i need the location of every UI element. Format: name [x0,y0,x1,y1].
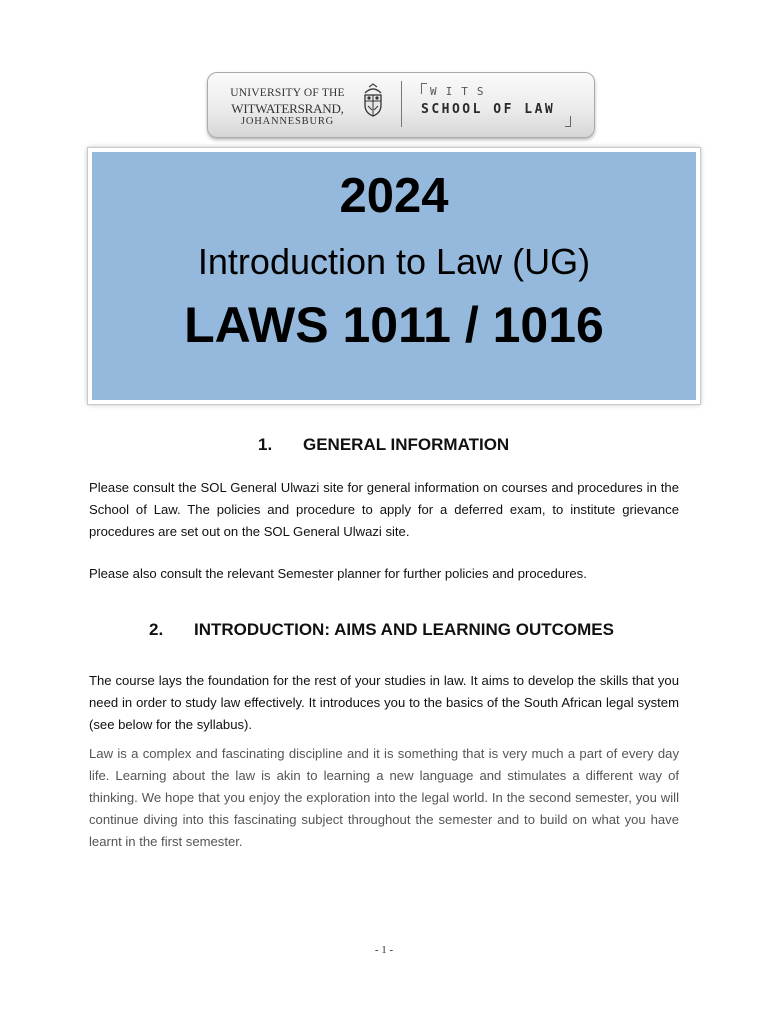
course-code: LAWS 1011 / 1016 [184,297,604,353]
bracket-left-mark [421,83,427,94]
university-name [215,88,360,127]
section-title: GENERAL INFORMATION [303,435,510,454]
section-heading-general-information [258,435,509,455]
course-year: 2024 [339,169,449,223]
section-heading-introduction [149,620,614,640]
university-logo-banner [207,72,595,138]
university-name-line3: JOHANNESBURG [240,115,335,127]
bracket-right-mark [565,116,571,127]
logo-divider [401,81,402,127]
course-title-box [88,148,700,404]
wits-school-of-law-wordmark [421,83,581,127]
section-number: 2. [149,620,164,639]
wits-word: WITS [430,85,493,98]
paragraph: The course lays the foundation for the rest of your studies in law. It aims to develop the skills that you need in order to study law effectively. It introduces you to the basics of the South African legal system (see below for the syllabus). [89,673,679,732]
section-number: 1. [258,435,273,454]
paragraph: Please also consult the relevant Semester planner for further policies and procedures. [89,566,587,581]
page-number: - 1 - [374,944,394,956]
course-name: Introduction to Law (UG) [197,241,591,282]
university-crest-icon [362,83,384,117]
section-title: INTRODUCTION: AIMS AND LEARNING OUTCOMES [194,620,614,639]
school-of-law-word: SCHOOL OF LAW [421,102,556,117]
paragraph: Please consult the SOL General Ulwazi site for general information on courses and procedures in the School of Law. The policies and procedure to apply for a deferred exam, to institute grievance procedures are set out on the SOL General Ulwazi site. [89,480,679,539]
university-name-line1: UNIVERSITY OF THE [230,87,345,99]
paragraph: Law is a complex and fascinating discipline and it is something that is very much a part of every day life. Learning about the law is akin to learning a new language and stimulates a different way of thinking. We hope that you enjoy the exploration into the legal world. In the second semester, you will continue diving into this fascinating subject throughout the semester and to build on what you have learnt in the first semester. [89,746,679,849]
university-name-line2: WITWATERSRAND, [231,100,344,116]
